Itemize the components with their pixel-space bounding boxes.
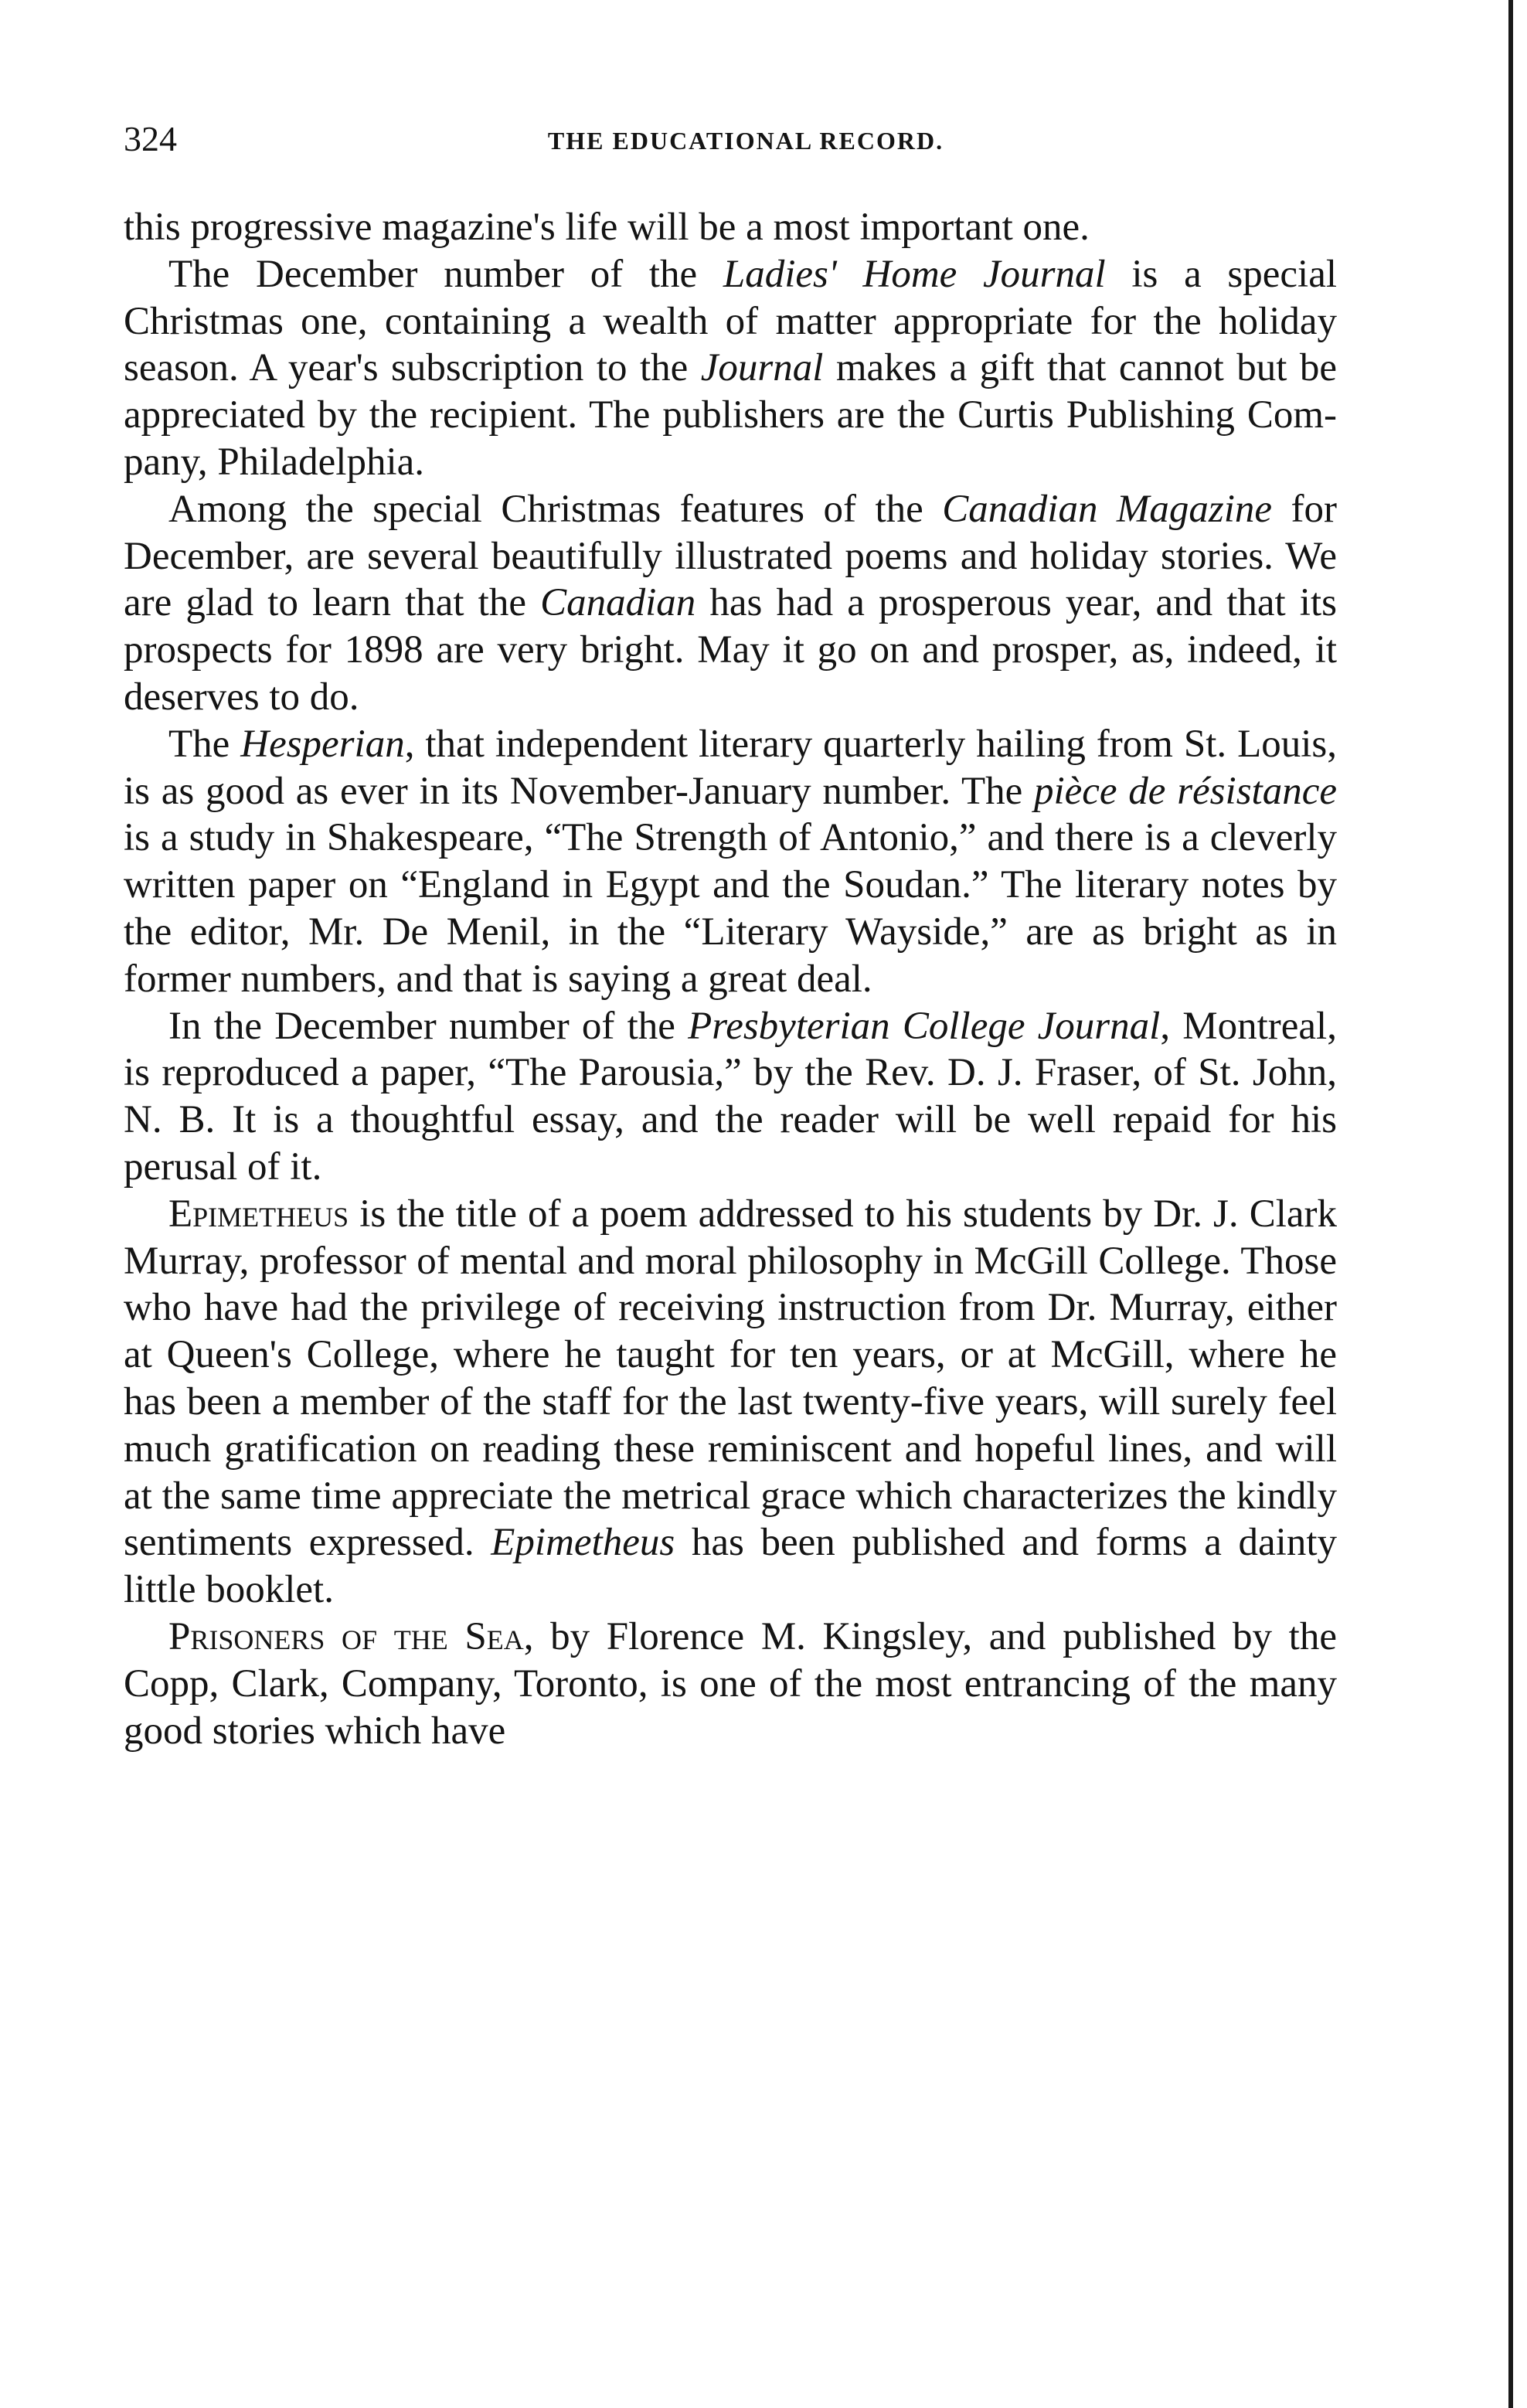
paragraph-text-segment: The	[168, 722, 241, 766]
paragraph-text-segment: is the title of a poem addressed to his students by Dr. J. Clark Murray, professor of mental and moral philosophy in McGill College. Those who have had the privilege of receiving instruction from Dr. Murray, either at Queen's College, where he taught for ten years, or at McGill, where he has been a member of the staff for the last twenty-five years, will surely feel much gratification on reading these reminiscent and hopeful lines, and will at the same time appreciate the metrical grace which characterizes the kindly sentiments expressed.	[124, 1192, 1337, 1565]
paragraph-text-segment: , Montreal, is reproduced a paper, “The Parousia,” by the Rev. D. J. Fraser, of St. John, N. B. It is a thoughtful essay, and the reader will be well repaid for his perusal of it.	[124, 1004, 1337, 1189]
paragraph-text-segment: pièce de résistance	[1033, 769, 1337, 813]
running-title: THE EDUCATIONAL RECORD.	[547, 127, 944, 155]
article-body	[124, 204, 1337, 1754]
paragraph-text-segment: is a study in Shakespeare, “The Strength of Antonio,” and there is a cleverly written paper on “England in Egypt and the Soudan.” The literary notes by the editor, Mr. De Menil, in the “Literary Wayside,” are as bright as in former numbers, and that is saying a great deal.	[124, 816, 1337, 1001]
paragraph-p6	[124, 1191, 1337, 1614]
paragraph-p2	[124, 251, 1337, 486]
paragraph-text-segment: In the December number of the	[168, 1004, 689, 1048]
paragraph-text-segment: Among the special Christmas features of the	[168, 487, 943, 531]
paragraph-text-segment: has been published and forms a dainty little booklet.	[124, 1521, 1338, 1612]
page-edge-rule	[1508, 0, 1513, 2408]
paragraph-text-segment: makes a gift that cannot but be appreciated by the recipient. The publishers are the Curtis Publishing Company, Philadelphia.	[124, 346, 1337, 484]
paragraph-text-segment: Journal	[700, 346, 824, 390]
paragraph-text-segment: Presbyterian College Journal	[688, 1004, 1161, 1048]
page-header	[124, 116, 1337, 170]
paragraph-text-segment: Epimetheus	[491, 1521, 675, 1565]
paragraph-text-segment: for December, are several beautifully illustrated poems and holiday stories. We are glad to learn that the	[124, 487, 1338, 625]
paragraph-text-segment: Canadian Magazine	[942, 487, 1273, 531]
paragraph-p4	[124, 721, 1337, 1003]
paragraph-text-segment: Epimetheus	[168, 1192, 349, 1236]
paragraph-p7	[124, 1614, 1337, 1754]
paragraph-p3	[124, 486, 1337, 721]
paragraph-text-segment: Prisoners of the Sea	[168, 1614, 524, 1658]
page-number: 324	[124, 119, 177, 158]
paragraph-text-segment: Canadian	[540, 581, 696, 625]
paragraph-text-segment: this progressive magazine's life will be a most important one.	[124, 206, 1090, 249]
paragraph-text-segment: has had a prosperous year, and that its prospects for 1898 are very bright. May it go on and prosper, as, indeed, it deserves to do.	[124, 581, 1337, 719]
paragraph-text-segment: The December number of the	[168, 252, 723, 296]
paragraph-text-segment: , that independent literary quarterly hailing from St. Louis, is as good as ever in its November-January number. The	[124, 722, 1337, 813]
paragraph-text-segment: Ladies' Home Journal	[723, 252, 1106, 296]
paragraph-text-segment: , by Florence M. Kingsley, and published by the Copp, Clark, Company, Toronto, is one of the most entrancing of the many good stories which have	[124, 1614, 1337, 1753]
paragraph-p5	[124, 1003, 1337, 1191]
paragraph-p1	[124, 204, 1337, 251]
paragraph-text-segment: is a special Christmas one, containing a wealth of matter appropriate for the holiday season. A year's subscription to the	[124, 252, 1338, 390]
paragraph-text-segment: Hesperian	[240, 722, 405, 766]
